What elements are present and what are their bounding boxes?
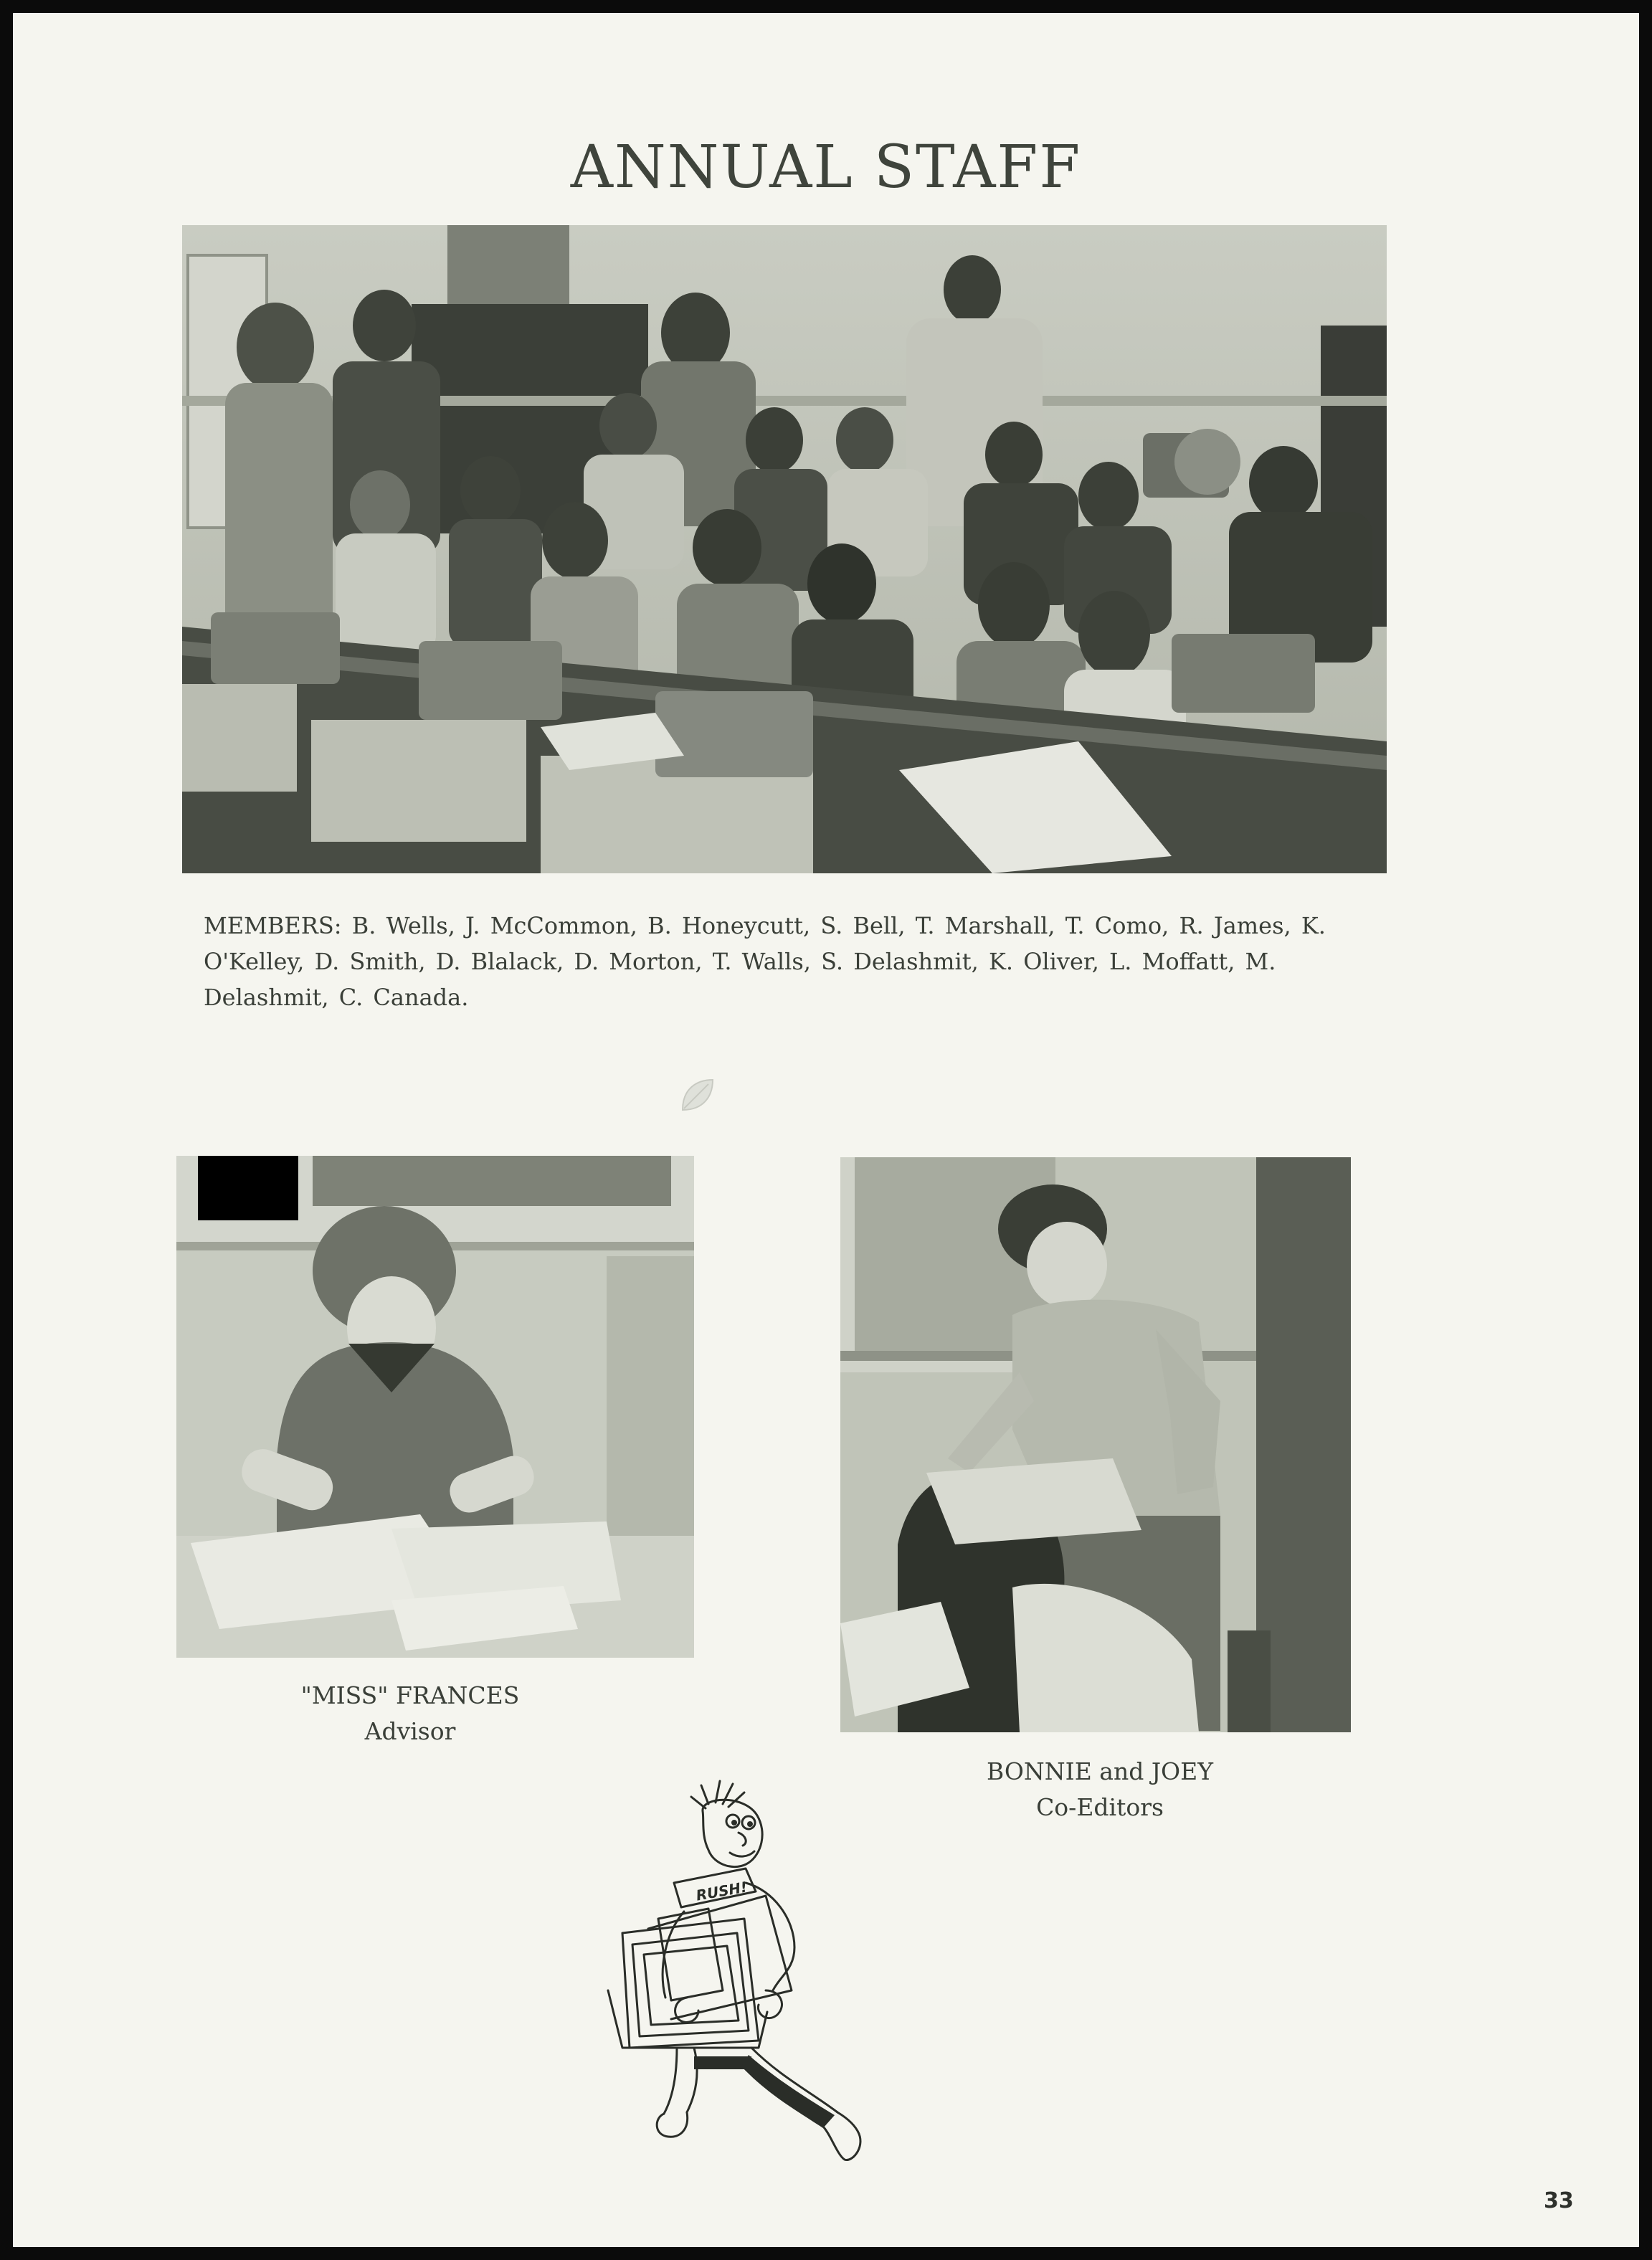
editors-caption <box>878 1754 1322 1825</box>
advisor-role: Advisor <box>364 1717 456 1745</box>
yearbook-page <box>13 13 1639 2247</box>
group-photo-image <box>182 225 1387 873</box>
advisor-name: "MISS" FRANCES <box>300 1681 520 1709</box>
editors-role: Co-Editors <box>1036 1793 1164 1821</box>
leaf-mark-icon <box>675 1074 718 1117</box>
mascot-sign-text: RUSH! <box>694 1878 749 1904</box>
advisor-caption <box>176 1678 644 1749</box>
page-number: 33 <box>1544 2188 1574 2213</box>
editors-photo <box>840 1157 1351 1732</box>
advisor-photo-image <box>176 1156 694 1658</box>
members-caption: MEMBERS: B. Wells, J. McCommon, B. Honeycutt, S. Bell, T. Marshall, T. Como, R. James, K. O'Kelley, D. Smith, D. Blalack, D. Morton, T. Walls, S. Delashmit, K. Oliver, L. Moffatt, M. Delashmit, C. Canada. <box>204 912 1326 1011</box>
group-photo <box>182 225 1387 873</box>
advisor-photo <box>176 1156 694 1658</box>
editors-name: BONNIE and JOEY <box>987 1757 1213 1785</box>
rush-mascot-cartoon <box>579 1775 924 2170</box>
page-title: ANNUAL STAFF <box>570 133 1082 201</box>
editors-photo-image <box>840 1157 1351 1732</box>
